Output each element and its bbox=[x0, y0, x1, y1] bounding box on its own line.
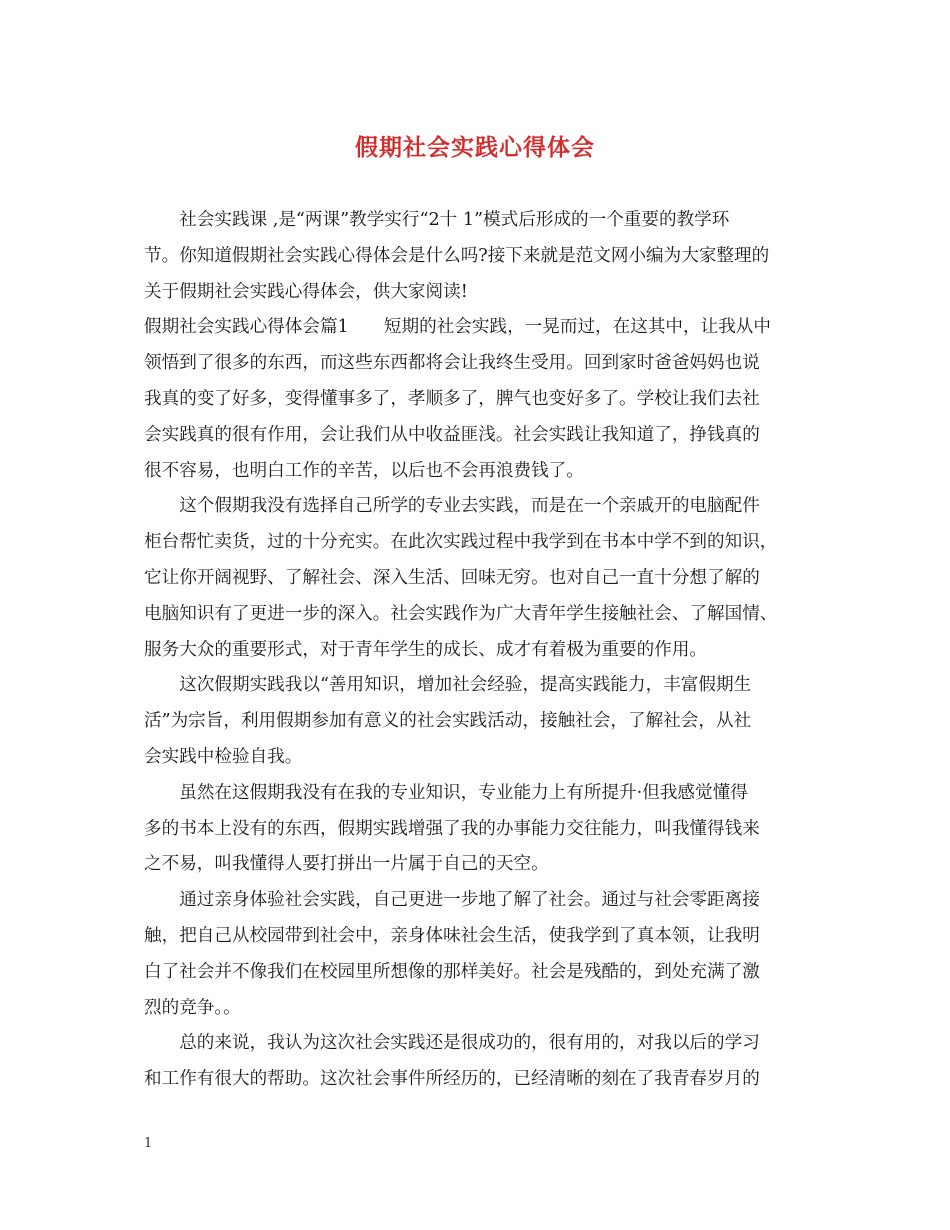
body-line: 我真的变了好多，变得懂事多了，孝顺多了，脾气也变好多了。学校让我们去社 bbox=[144, 389, 760, 409]
body-line: 白了社会并不像我们在校园里所想像的那样美好。社会是残酷的，到处充满了激 bbox=[144, 961, 760, 982]
body-line: 很不容易，也明白工作的辛苦，以后也不会再浪费钱了。 bbox=[144, 460, 584, 481]
body-line: 和工作有很大的帮助。这次社会事件所经历的，已经清晰的刻在了我青春岁月的 bbox=[144, 1069, 760, 1090]
body-line: 触，把自己从校园带到社会中，亲身体味社会生活，使我学到了真本领，让我明 bbox=[144, 926, 760, 946]
body-line: 这次假期实践我以“善用知识，增加社会经验，提高实践能力，丰富假期生 bbox=[144, 675, 752, 696]
body-line: 之不易，叫我懂得人要打拼出一片属于自己的天空。 bbox=[144, 854, 549, 875]
body-line: 社会实践课 ,是“两课”教学实行“2十 1”模式后形成的一个重要的教学环 bbox=[144, 210, 730, 230]
body-line: 它让你开阔视野、了解社会、深入生活、回味无穷。也对自己一直十分想了解的 bbox=[144, 568, 760, 588]
body-line: 总的来说，我认为这次社会实践还是很成功的，很有用的，对我以后的学习 bbox=[144, 1033, 760, 1054]
body-line: 会实践真的很有作用，会让我们从中收益匪浅。社会实践让我知道了，挣钱真的 bbox=[144, 424, 760, 445]
body-line: 会实践中检验自我。 bbox=[144, 747, 303, 767]
body-line: 服务大众的重要形式，对于青年学生的成长、成才有着极为重要的作用。 bbox=[144, 639, 708, 660]
body-line: 活”为宗旨，利用假期参加有意义的社会实践活动，接触社会，了解社会，从社 bbox=[144, 711, 752, 732]
body-line: 这个假期我没有选择自己所学的专业去实践，而是在一个亲戚开的电脑配件 bbox=[144, 496, 760, 517]
body-line: 领悟到了很多的东西，而这些东西都将会让我终生受用。回到家时爸爸妈妈也说 bbox=[144, 353, 760, 374]
body-line: 通过亲身体验社会实践，自己更进一步地了解了社会。通过与社会零距离接 bbox=[144, 890, 760, 911]
body-line: 电脑知识有了更进一步的深入。社会实践作为广大青年学生接触社会、了解国情、 bbox=[144, 603, 778, 624]
body-line: 关于假期社会实践心得体会，供大家阅读! bbox=[144, 281, 468, 302]
body-line: 虽然在这假期我没有在我的专业知识，专业能力上有所提升·但我感觉懂得 bbox=[144, 782, 748, 803]
body-line: 多的书本上没有的东西，假期实践增强了我的办事能力交往能力，叫我懂得钱来 bbox=[144, 818, 760, 839]
body-line: 假期社会实践心得体会篇1 短期的社会实践，一晃而过，在这其中，让我从中 bbox=[144, 317, 771, 338]
document-title: 假期社会实践心得体会 bbox=[355, 135, 595, 161]
body-line: 烈的竞争。。 bbox=[144, 997, 241, 1018]
body-line: 节。你知道假期社会实践心得体会是什么吗?接下来就是范文网小编为大家整理的 bbox=[144, 245, 770, 266]
page-number: 1 bbox=[144, 1136, 153, 1151]
body-line: 柜台帮忙卖货，过的十分充实。在此次实践过程中我学到在书本中学不到的知识， bbox=[144, 532, 778, 553]
